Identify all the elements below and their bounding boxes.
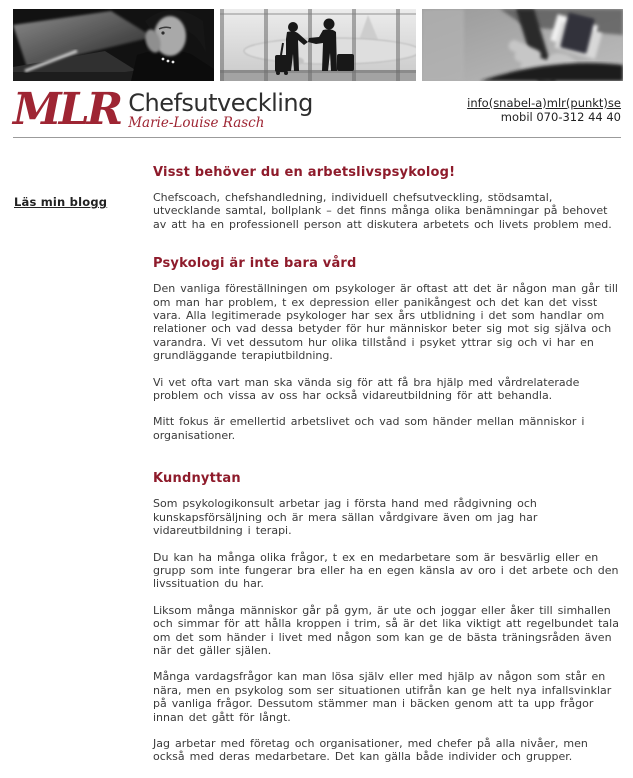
paragraph: Den vanliga föreställningen om psykologer är oftast att det är någon man går till om man har problem, t ex depression eller panikångest och det kan det visst vara. Alla legitimerade psykologer har sex års utblidning i det som handlar om relationer och vad dessa betyder för hur människor beter sig mot sig själva och varandra. Vi vet dessutom hur olika tillstånd i psyket yttrar sig och vi har en grundläggande terapiutbildning. xyxy=(153,282,618,363)
blog-link[interactable]: Läs min blogg xyxy=(14,195,108,209)
brand-titles xyxy=(128,88,313,131)
section-heading: Visst behöver du en arbetslivspsykolog! xyxy=(153,165,456,180)
section-kundnyttan xyxy=(153,471,621,764)
header-divider xyxy=(13,137,621,138)
contact-block xyxy=(467,96,621,124)
email-link[interactable]: info(snabel-a)mlr(punkt)se xyxy=(467,96,621,110)
brand xyxy=(13,84,313,135)
mlr-logo: MLR xyxy=(13,84,121,135)
main-content xyxy=(153,140,621,777)
paragraph: Vi vet ofta vart man ska vända sig för att få bra hjälp med vårdrelaterade problem och vissa av oss har också vidareutbildning för att behandla. xyxy=(153,375,580,403)
woman-with-laptop-photo xyxy=(13,9,214,81)
phone-number: mobil 070-312 44 40 xyxy=(500,110,621,124)
section-heading: Psykologi är inte bara vård xyxy=(153,256,357,272)
paragraph: Många vardagsfrågor kan man lösa själv eller med hjälp av någon som står en nära, men en psykolog som ser situationen utifrån kan ge helt nya infallsvinklar på vanliga frågor. Dessutom stämmer man i bäcken genom att ta upp frågor innan det gått för långt. xyxy=(153,670,612,724)
site-subtitle: Marie-Louise Rasch xyxy=(128,115,265,131)
paragraph: Du kan ha många olika frågor, t ex en medarbetare som är besvärlig eller en grupp som inte fungerar bra eller ha en egen känsla av oro i det arbete och den livssituation du har. xyxy=(153,550,619,591)
paragraph: Chefscoach, chefshandledning, individuell chefsutveckling, stödsamtal, utvecklande samtal, bollplank – det finns många olika benämningar på behovet av att ha en professionell person att diskutera arbetets och livets problem med. xyxy=(153,191,612,231)
section-psykologi xyxy=(153,256,621,442)
paragraph: Liksom många människor går på gym, är ute och joggar eller åker till simhallen och simmar för att hålla kroppen i trim, så är det lika viktigt att regelbundet tala om det som händer i livet med någon som kan ge de bästa träningsråden även när det gäller själen. xyxy=(153,603,619,657)
section-heading: Kundnyttan xyxy=(153,471,241,487)
site-title: Chefsutveckling xyxy=(128,89,313,117)
paragraph: Som psykologikonsult arbetar jag i första hand med rådgivning och kunskapsförsäljning och är mera sällan vårdgivare även om jag har vidareutbildning i terapi. xyxy=(153,497,538,538)
sidebar xyxy=(14,191,144,210)
banner xyxy=(13,9,623,81)
paragraph: Jag arbetar med företag och organisationer, med chefer på alla nivåer, men också med deras medarbetare. Det kan gälla både individer och grupper. xyxy=(153,736,588,764)
paragraph: Mitt fokus är emellertid arbetslivet och vad som händer mellan människor i organisationer. xyxy=(153,415,585,442)
airport-handshake-photo xyxy=(220,9,416,81)
hand-with-passport-photo xyxy=(422,9,623,81)
section-arbetslivspsykolog xyxy=(153,165,621,231)
